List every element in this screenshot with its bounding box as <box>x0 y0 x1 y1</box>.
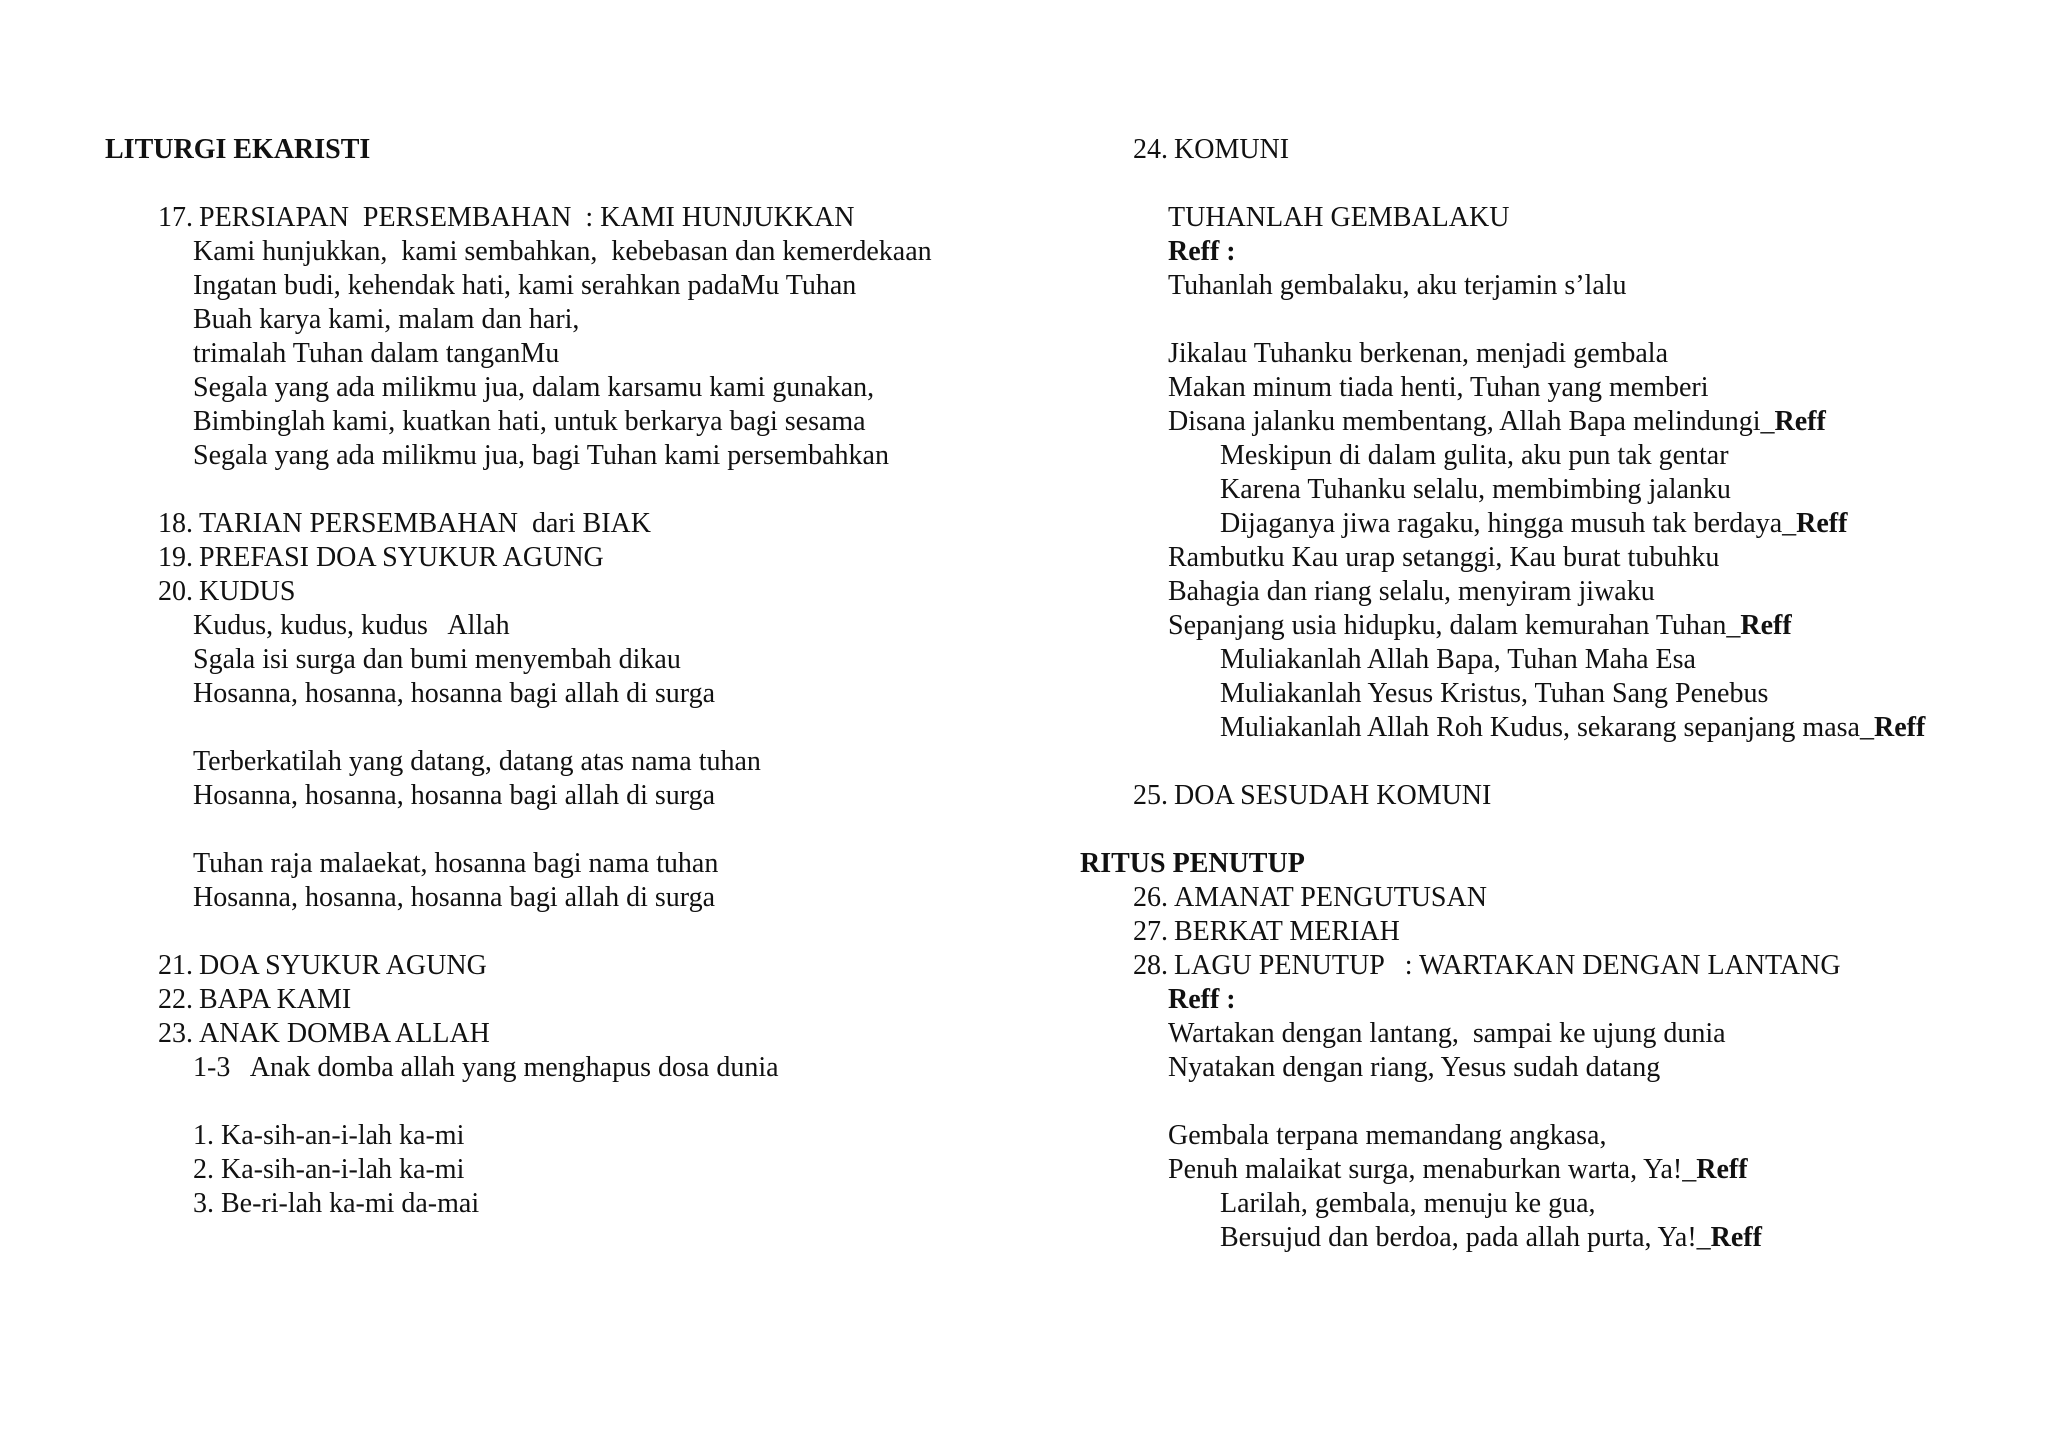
reff-tag: Reff <box>1740 610 1792 641</box>
lyric-line <box>1080 1153 1980 1187</box>
item-number: 24. <box>1133 134 1168 165</box>
lyric-line: Terberkatilah yang datang, datang atas nama tuhan <box>193 746 761 777</box>
item-23-title <box>105 1017 1005 1051</box>
lyric-line: Wartakan dengan lantang, sampai ke ujung dunia <box>1168 1018 1726 1049</box>
item-number: 22. <box>158 984 193 1015</box>
item-number: 17. <box>158 202 193 233</box>
lyric-line: 2. Ka-sih-an-i-lah ka-mi <box>193 1154 465 1185</box>
item-24-title <box>1080 133 1980 167</box>
lyric-line: 1. Ka-sih-an-i-lah ka-mi <box>193 1120 465 1151</box>
item-17-title <box>105 201 1005 235</box>
left-column <box>105 133 1005 1221</box>
lyric-text: Muliakanlah Allah Roh Kudus, sekarang sepanjang masa_ <box>1220 712 1874 743</box>
lyric-text: Penuh malaikat surga, menaburkan warta, Ya!_ <box>1168 1154 1697 1185</box>
item-title: AMANAT PENGUTUSAN <box>1174 882 1487 913</box>
lyric-line <box>1080 405 1980 439</box>
lyric-line: Kudus, kudus, kudus Allah <box>193 610 510 641</box>
lyric-line: Muliakanlah Allah Bapa, Tuhan Maha Esa <box>1220 644 1696 675</box>
lyric-line: Hosanna, hosanna, hosanna bagi allah di surga <box>193 882 716 913</box>
item-19-title <box>105 541 1005 575</box>
lyric-line <box>1080 507 1980 541</box>
lyric-text: Sepanjang usia hidupku, dalam kemurahan Tuhan_ <box>1168 610 1741 641</box>
reff-tag: Reff <box>1774 406 1826 437</box>
item-20-title <box>105 575 1005 609</box>
item-title: KOMUNI <box>1174 134 1290 165</box>
item-number: 28. <box>1133 950 1168 981</box>
item-number: 27. <box>1133 916 1168 947</box>
lyric-line <box>1080 711 1980 745</box>
lyric-line: Bimbinglah kami, kuatkan hati, untuk berkarya bagi sesama <box>193 406 866 437</box>
section-heading-liturgi-ekaristi: LITURGI EKARISTI <box>105 134 371 165</box>
reff-tag: Reff <box>1873 712 1926 743</box>
lyric-line: Segala yang ada milikmu jua, dalam karsamu kami gunakan, <box>193 372 875 403</box>
item-title: DOA SESUDAH KOMUNI <box>1174 780 1492 811</box>
lyric-line: Nyatakan dengan riang, Yesus sudah datang <box>1168 1052 1661 1083</box>
item-18-title <box>105 507 1005 541</box>
item-27-title <box>1080 915 1980 949</box>
item-number: 26. <box>1133 882 1168 913</box>
lyric-line: Ingatan budi, kehendak hati, kami serahkan padaMu Tuhan <box>193 270 857 301</box>
lyric-line <box>1080 1221 1980 1255</box>
item-title: TARIAN PERSEMBAHAN dari BIAK <box>199 508 651 539</box>
item-number: 19. <box>158 542 193 573</box>
item-21-title <box>105 949 1005 983</box>
lyric-line <box>1080 609 1980 643</box>
section-heading-ritus-penutup: RITUS PENUTUP <box>1080 848 1305 879</box>
item-number: 20. <box>158 576 193 607</box>
lyric-line: Meskipun di dalam gulita, aku pun tak gentar <box>1220 440 1729 471</box>
lyric-line: Segala yang ada milikmu jua, bagi Tuhan kami persembahkan <box>193 440 889 471</box>
reff-label: Reff : <box>1168 984 1236 1015</box>
lyric-line: Tuhan raja malaekat, hosanna bagi nama tuhan <box>193 848 719 879</box>
item-number: 18. <box>158 508 193 539</box>
item-title: ANAK DOMBA ALLAH <box>199 1018 490 1049</box>
reff-tag: Reff <box>1696 1154 1748 1185</box>
item-title: BERKAT MERIAH <box>1174 916 1400 947</box>
lyric-line: Hosanna, hosanna, hosanna bagi allah di surga <box>193 678 716 709</box>
item-28-title <box>1080 949 1980 983</box>
item-26-title <box>1080 881 1980 915</box>
lyric-line: trimalah Tuhan dalam tanganMu <box>193 338 560 369</box>
item-25-title <box>1080 779 1980 813</box>
item-title: DOA SYUKUR AGUNG <box>199 950 487 981</box>
reff-tag: Reff <box>1796 508 1848 539</box>
lyric-text: Disana jalanku membentang, Allah Bapa melindungi_ <box>1168 406 1775 437</box>
lyric-line: Buah karya kami, malam dan hari, <box>193 304 580 335</box>
lyric-line: Gembala terpana memandang angkasa, <box>1168 1120 1607 1151</box>
lyric-line: 1-3 Anak domba allah yang menghapus dosa dunia <box>193 1052 779 1083</box>
song-title: TUHANLAH GEMBALAKU <box>1168 202 1510 233</box>
lyric-line: Muliakanlah Yesus Kristus, Tuhan Sang Penebus <box>1220 678 1769 709</box>
reff-tag: Reff <box>1710 1222 1762 1253</box>
lyric-text: Bersujud dan berdoa, pada allah purta, Ya!_ <box>1220 1222 1711 1253</box>
item-number: 25. <box>1133 780 1168 811</box>
lyric-line: Tuhanlah gembalaku, aku terjamin s’lalu <box>1168 270 1627 301</box>
lyric-line: Bahagia dan riang selalu, menyiram jiwaku <box>1168 576 1655 607</box>
item-title: PREFASI DOA SYUKUR AGUNG <box>199 542 604 573</box>
item-22-title <box>105 983 1005 1017</box>
reff-label: Reff : <box>1168 236 1236 267</box>
lyric-line: Jikalau Tuhanku berkenan, menjadi gembala <box>1168 338 1668 369</box>
lyric-line: Sgala isi surga dan bumi menyembah dikau <box>193 644 681 675</box>
item-title: KUDUS <box>199 576 296 607</box>
lyric-line: Makan minum tiada henti, Tuhan yang memberi <box>1168 372 1709 403</box>
lyric-line: Karena Tuhanku selalu, membimbing jalanku <box>1220 474 1731 505</box>
right-column <box>1080 133 1980 1255</box>
item-title: BAPA KAMI <box>199 984 352 1015</box>
item-number: 23. <box>158 1018 193 1049</box>
lyric-line: Larilah, gembala, menuju ke gua, <box>1220 1188 1596 1219</box>
item-title: LAGU PENUTUP : WARTAKAN DENGAN LANTANG <box>1174 950 1841 981</box>
lyric-line: 3. Be-ri-lah ka-mi da-mai <box>193 1188 480 1219</box>
lyric-line: Rambutku Kau urap setanggi, Kau burat tubuhku <box>1168 542 1720 573</box>
lyric-line: Kami hunjukkan, kami sembahkan, kebebasan dan kemerdekaan <box>193 236 932 267</box>
item-number: 21. <box>158 950 193 981</box>
lyric-text: Dijaganya jiwa ragaku, hingga musuh tak berdaya_ <box>1220 508 1797 539</box>
item-title: PERSIAPAN PERSEMBAHAN : KAMI HUNJUKKAN <box>199 202 855 233</box>
lyric-line: Hosanna, hosanna, hosanna bagi allah di surga <box>193 780 716 811</box>
